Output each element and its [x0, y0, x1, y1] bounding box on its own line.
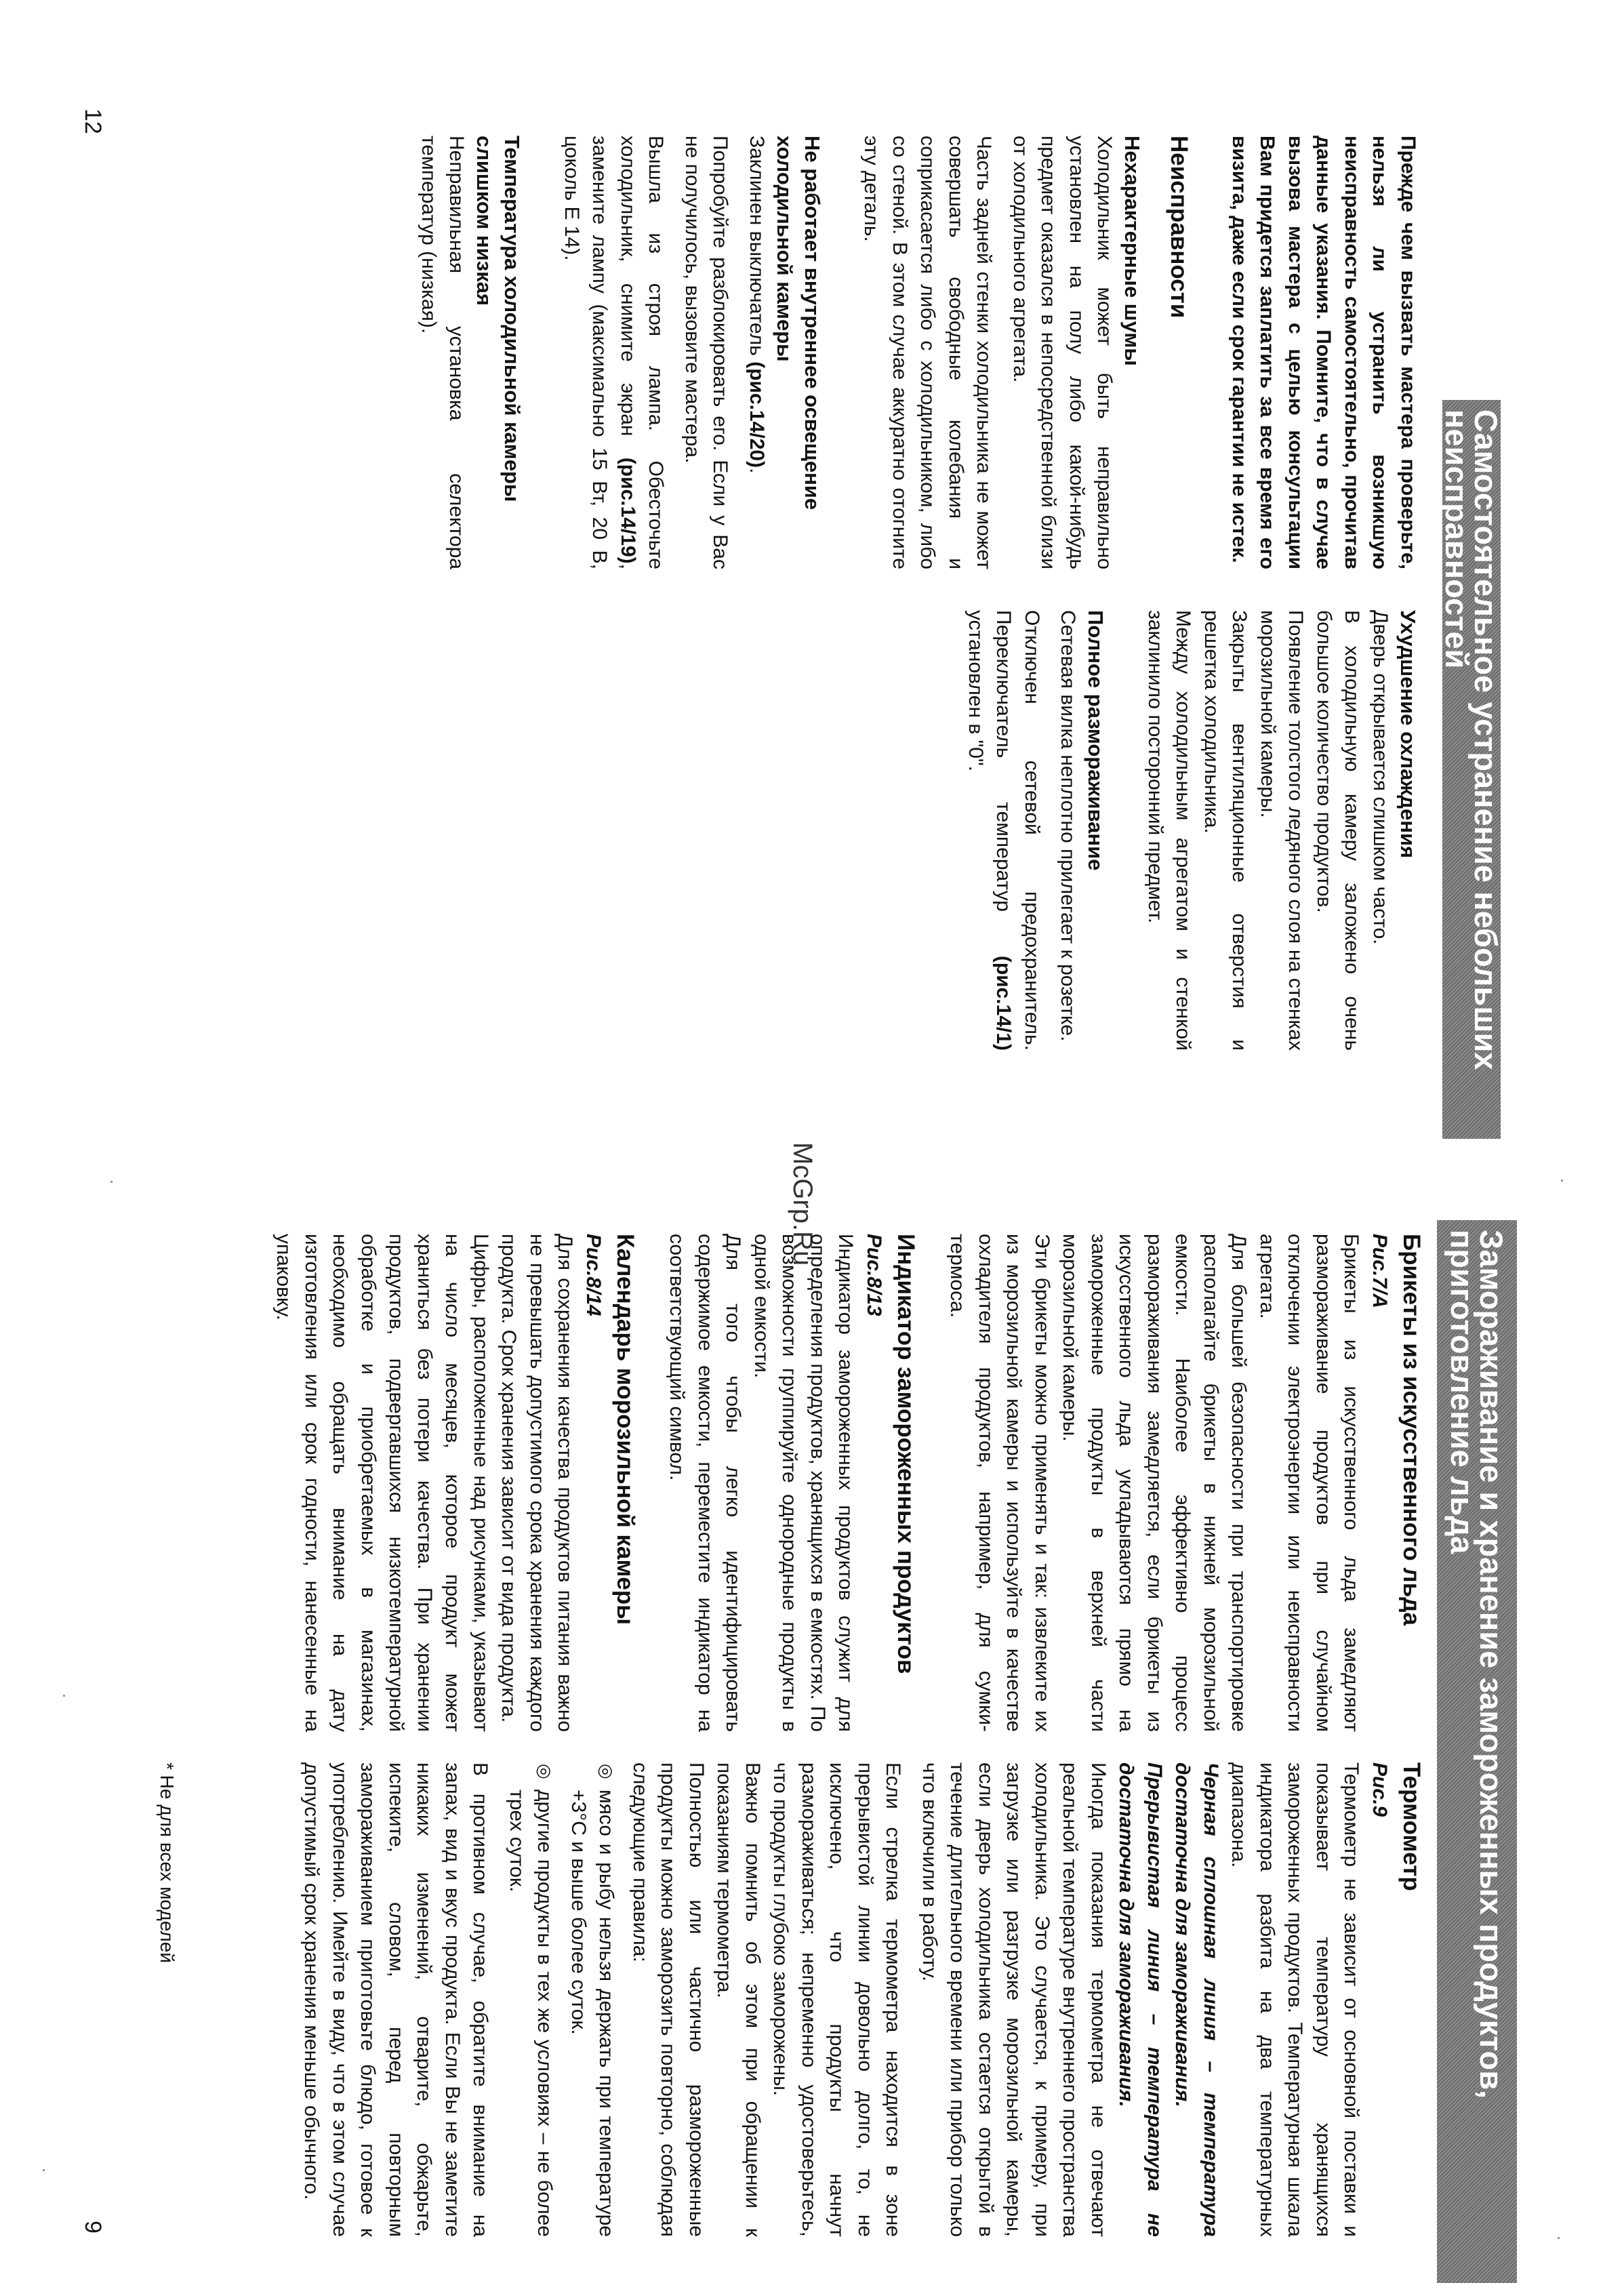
light-p3 — [558, 136, 670, 569]
warning-text: Прежде чем вызвать мастера проверьте, нельзя ли устранить возникшую неисправность самостоятельно, прочитав данные указания. Помните, что в случае вызова мастера с целью консультации Вам придется заплатить за все время его визита, даже если срок гарантии не истек. — [1228, 136, 1419, 569]
left-page — [0, 0, 1624, 1139]
left-page-header — [1439, 400, 1504, 1139]
rule-item: ◎ другие продукты в тех же условиях – не более трех суток. — [503, 1762, 559, 2237]
cool-p2: В холодильную камеру заложено очень большое количество продуктов. — [1313, 610, 1364, 1051]
cool-p1: Дверь открывается слишком часто. — [1369, 610, 1392, 945]
temp-title: Температура холодильной камеры слишком низкая — [472, 136, 525, 502]
solid-line-text: Черная сплошная линия – температура достаточна для замораживания. — [1171, 1762, 1222, 2237]
right-page — [0, 1220, 1624, 2283]
defrost-p2-ref: (рис.14/1) — [992, 955, 1015, 1051]
ind-fig: Рис.8/13 — [863, 1234, 885, 1316]
scan-speck — [110, 1181, 113, 1183]
therm-p5: Полностью или частично размороженные продукты можно заморозить повторно, соблюдая следующие правила: — [629, 1762, 708, 2237]
rule-item: ◎ мясо и рыбу нельзя держать при температуре +3°С и выше более суток. — [565, 1762, 621, 2237]
therm-p6: В противном случае, обратите внимание на запах, вид и вкус продукта. Если Вы не заметите никаких изменений, отварите, обжарьте, испеките, словом, перед повторным замораживанием приготовьте блюдо, готовое к употреблению. Имейте в виду, что в этом случае допустимый срок хранения меньше обычного. — [300, 1762, 492, 2237]
light-p3-ref: (рис.14/19) — [617, 457, 639, 564]
left-col-2 — [962, 610, 1423, 1051]
cool-p4: Закрыты вентиляционные отверстия и решетка холодильника. — [1200, 610, 1251, 1051]
cool-title: Ухудшение охлаждения — [1396, 610, 1420, 859]
cool-p3: Появление толстого ледяного слоя на стенках морозильной камеры. — [1257, 610, 1307, 1051]
right-col-2 — [298, 1762, 1426, 2237]
ind-title: Индикатор замороженных продуктов — [893, 1234, 919, 1674]
scan-speck — [1561, 1179, 1563, 1181]
ice-title: Брикеты из искусственного льда — [1398, 1234, 1425, 1625]
scan-speck — [43, 2169, 45, 2171]
cal-p1: Для сохранения качества продуктов питания важно не превышать допустимого срока хранения каждого продукта. Срок хранения зависит от вида продукта. — [498, 1234, 577, 1732]
defrost-p2 — [962, 610, 1047, 1051]
ice-p2: Для большей безопасности при транспортировке располагайте брикеты в нижней морозильной емкости. Наиболее эффективно процесс размораживания замедляется, если брикеты из искусственного льда укладываются прямо на замороженные продукты в верхней части морозильной камеры. — [1059, 1234, 1251, 1732]
faults-title: Неисправности — [1166, 136, 1193, 319]
defrost-p2-a: Отключен сетевой предохранитель. Переключатель температур — [992, 610, 1043, 1051]
right-header-line2: приготовление льда — [1444, 1230, 1480, 1554]
broken-line-text: Прерывистая линия – температура не достаточна для замораживания. — [1115, 1762, 1166, 2237]
cal-title: Календарь морозильной камеры — [612, 1234, 638, 1625]
therm-p2: Иногда показания термометра не отвечают реальной температуре внутреннего пространства холодильника. Это случается, к примеру, при загрузке или разгрузке морозильной камеры, если дверь холодильника остается открытой в течение длительного времени или прибор только что включили в работу. — [918, 1762, 1110, 2237]
ice-fig: Рис.7/А — [1368, 1234, 1391, 1309]
right-page-number: 9 — [80, 2221, 106, 2234]
scan-speck — [1558, 2237, 1560, 2239]
right-col-1 — [270, 1234, 1426, 1732]
noise-title: Нехарактерные шумы — [1120, 136, 1145, 366]
light-title: Не работает внутреннее освещение холодильной камеры — [773, 136, 824, 510]
defrost-p2-b: установлен в "0". — [965, 610, 987, 771]
ind-p1: Индикатор замороженных продуктов служит для определения продуктов, хранящихся в емкостях. По возможности группируйте однородные продукты в одной емкости. — [750, 1234, 857, 1732]
noise-p2: Часть задней стенки холодильника не может совершать свободные колебания и соприкасается либо с холодильником, либо со стеной. В этом случае аккуратно отогните эту деталь. — [860, 136, 996, 569]
light-p1 — [743, 136, 771, 569]
left-header-title: Самостоятельное устранение небольших неисправностей — [1439, 409, 1504, 1070]
light-p2: Попробуйте разблокировать его. Если у Вас не получилось, вызовите мастера. — [681, 136, 732, 569]
therm-p1: Термометр не зависит от основной поставки и показывает температуру хранящихся замороженных продуктов. Температурная шкала индикатора разбита на два температурных диапазона. — [1227, 1762, 1363, 2237]
ice-p3: Эти брикеты можно применять и так: извлеките их из морозильной камеры и используйте в качестве охладителя продуктов, например, для сумки-термоса. — [946, 1234, 1053, 1732]
temp-p1: Неправильная установка селектора температур (низкая). — [418, 136, 468, 569]
defrost-p1: Сетевая вилка неплотно прилегает к розетке. — [1057, 610, 1080, 1042]
noise-p1: Холодильник может быть неправильно установлен на полу либо какой-нибудь предмет оказался в непосредственной близи от холодильного агрегата. — [1009, 136, 1116, 569]
left-col-1 — [415, 136, 1423, 569]
cal-p2: Цифры, расположенные над рисунками, указывают на число месяцев, которое продукт может храниться без потери качества. При хранении продуктов, подвергавшихся низкотемпературной обработке и приобретаемых в магазинах, необходимо обращать внимание на дату изготовления или срок годности, нанесенные на упаковку. — [272, 1234, 492, 1732]
light-p1-a: Заклинен выключатель — [746, 136, 768, 362]
footnote: * Не для всех моделей — [157, 1762, 178, 1963]
therm-p3: Если стрелка термометра находится в зоне прерывистой линии довольно долго, то, не исключено, что продукты начнут размораживаться; непременно удостоверьтесь, что продукты глубоко заморожены. — [769, 1762, 905, 2237]
scan-speck — [63, 1695, 65, 1697]
therm-fig: Рис.9 — [1368, 1762, 1391, 1817]
light-p1-ref: (рис.14/20) — [746, 361, 768, 468]
right-page-header — [1437, 1220, 1517, 2283]
ice-p1: Брикеты из искусственного льда замедляют размораживание продуктов при случайном отключении электроэнергии или неисправности агрегата. — [1256, 1234, 1363, 1732]
cool-p5: Между холодильным агрегатом и стенкой заклинило посторонний предмет. — [1144, 610, 1195, 1051]
therm-p4: Важно помнить об этом при обращении к показаниям термометра. — [713, 1762, 764, 2237]
light-p1-b: . — [746, 468, 768, 474]
left-page-number: 12 — [80, 108, 106, 134]
ind-p2: Для того чтобы легко идентифицировать содержимое емкости, переместите индикатор на соответствующий символ. — [666, 1234, 745, 1732]
therm-title: Термометр — [1398, 1762, 1425, 1891]
light-p3-b: , замените лампу (максимально 15 Вт, 20 В, цоколь Е 14). — [561, 136, 639, 569]
watermark: McGrp.Ru — [788, 1142, 817, 1266]
defrost-title: Полное размораживание — [1084, 610, 1108, 871]
right-header-line1: Замораживание и хранение замороженных продуктов, — [1474, 1230, 1509, 2099]
cal-fig: Рис.8/14 — [582, 1234, 605, 1316]
light-p3-a: Вышла из строя лампа. Обесточьте холодильник, снимите экран — [617, 136, 668, 569]
refreeze-rules — [503, 1762, 621, 2237]
